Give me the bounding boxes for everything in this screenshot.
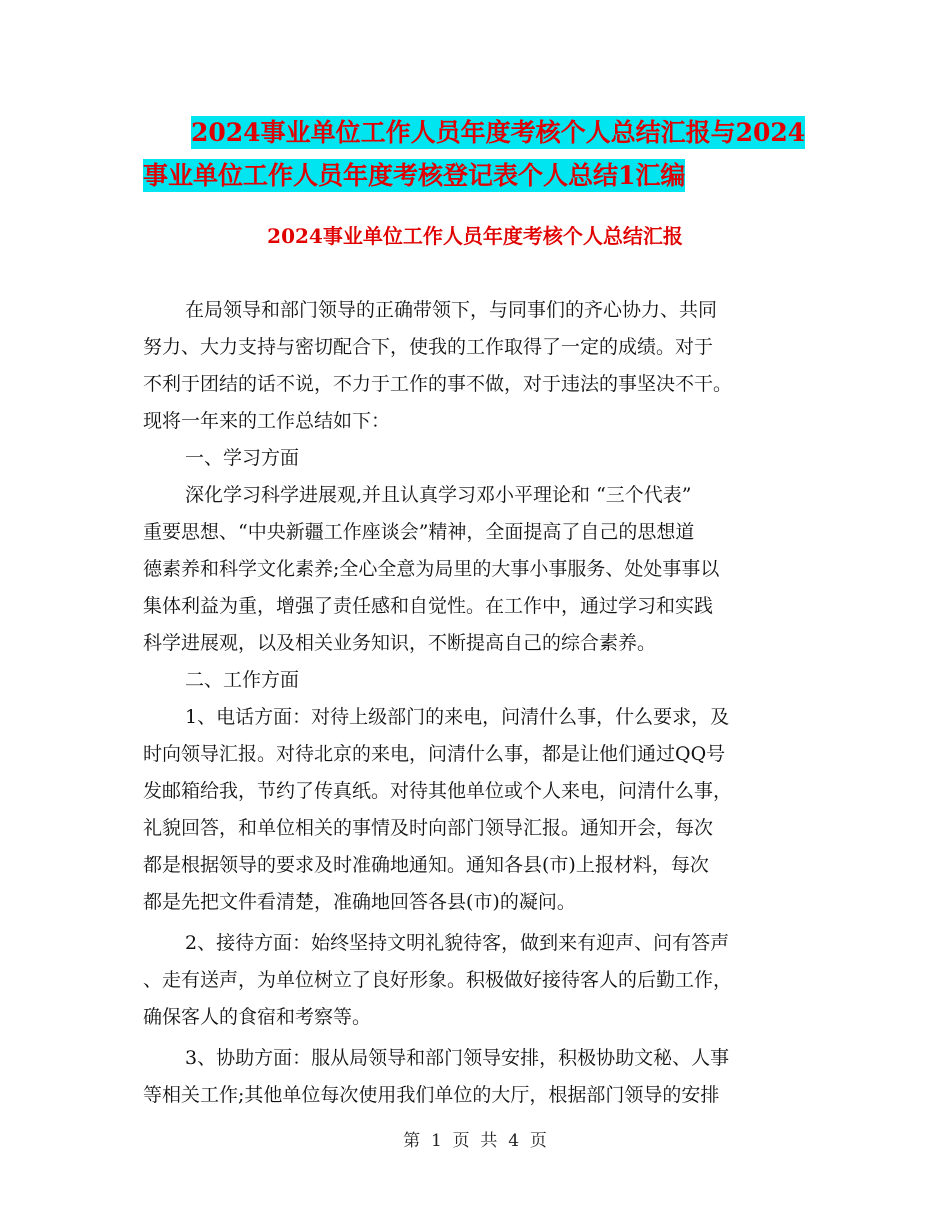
section-title: 2024事业单位工作人员年度考核个人总结汇报 bbox=[267, 224, 683, 248]
body-line: 现将一年来的工作总结如下： bbox=[143, 410, 391, 432]
body-line: 集体利益为重，增强了责任感和自觉性。在工作中，通过学习和实践 bbox=[143, 595, 714, 617]
heading-study: 一、学习方面 bbox=[185, 447, 300, 469]
body-line: 时向领导汇报。对待北京的来电，问清什么事，都是让他们通过QQ号 bbox=[143, 743, 726, 765]
body-line: 科学进展观，以及相关业务知识，不断提高自己的综合素养。 bbox=[143, 632, 657, 654]
body-line: 2、接待方面：始终坚持文明礼貌待客，做到来有迎声、问有答声 bbox=[185, 932, 730, 954]
document-title-line-2: 事业单位工作人员年度考核登记表个人总结1汇编 bbox=[143, 161, 686, 190]
body-line: 德素养和科学文化素养;全心全意为局里的大事小事服务、处处事事以 bbox=[143, 558, 720, 580]
heading-work: 二、工作方面 bbox=[185, 669, 300, 691]
body-line: 礼貌回答，和单位相关的事情及时向部门领导汇报。通知开会，每次 bbox=[143, 817, 714, 839]
body-line: 努力、大力支持与密切配合下，使我的工作取得了一定的成绩。对于 bbox=[143, 336, 714, 358]
body-line: 3、协助方面：服从局领导和部门领导安排，积极协助文秘、人事 bbox=[185, 1047, 730, 1069]
document-title bbox=[143, 111, 823, 197]
body-line: 都是先把文件看清楚，准确地回答各县(市)的凝问。 bbox=[143, 891, 576, 913]
body-line: 发邮箱给我，节约了传真纸。对待其他单位或个人来电，问清什么事， bbox=[143, 780, 733, 802]
body-text bbox=[143, 292, 811, 1114]
page-footer: 第 1 页 共 4 页 bbox=[403, 1131, 547, 1151]
body-line: 深化学习科学进展观,并且认真学习邓小平理论和 “三个代表” bbox=[185, 484, 692, 506]
body-line: 确保客人的食宿和考察等。 bbox=[143, 1006, 372, 1028]
body-line: 不利于团结的话不说，不力于工作的事不做，对于违法的事坚决不干。 bbox=[143, 373, 733, 395]
body-line: 1、电话方面：对待上级部门的来电，问清什么事，什么要求，及 bbox=[185, 706, 730, 728]
body-line: 重要思想、“中央新疆工作座谈会”精神，全面提高了自己的思想道 bbox=[143, 521, 695, 543]
body-line: 都是根据领导的要求及时准确地通知。通知各县(市)上报材料，每次 bbox=[143, 854, 709, 876]
body-line: 在局领导和部门领导的正确带领下，与同事们的齐心协力、共同 bbox=[185, 299, 718, 321]
document-title-line-1: 2024事业单位工作人员年度考核个人总结汇报与2024 bbox=[191, 118, 806, 147]
body-line: 、走有送声，为单位树立了良好形象。积极做好接待客人的后勤工作， bbox=[143, 969, 733, 991]
body-line: 等相关工作;其他单位每次使用我们单位的大厅，根据部门领导的安排 bbox=[143, 1084, 720, 1106]
